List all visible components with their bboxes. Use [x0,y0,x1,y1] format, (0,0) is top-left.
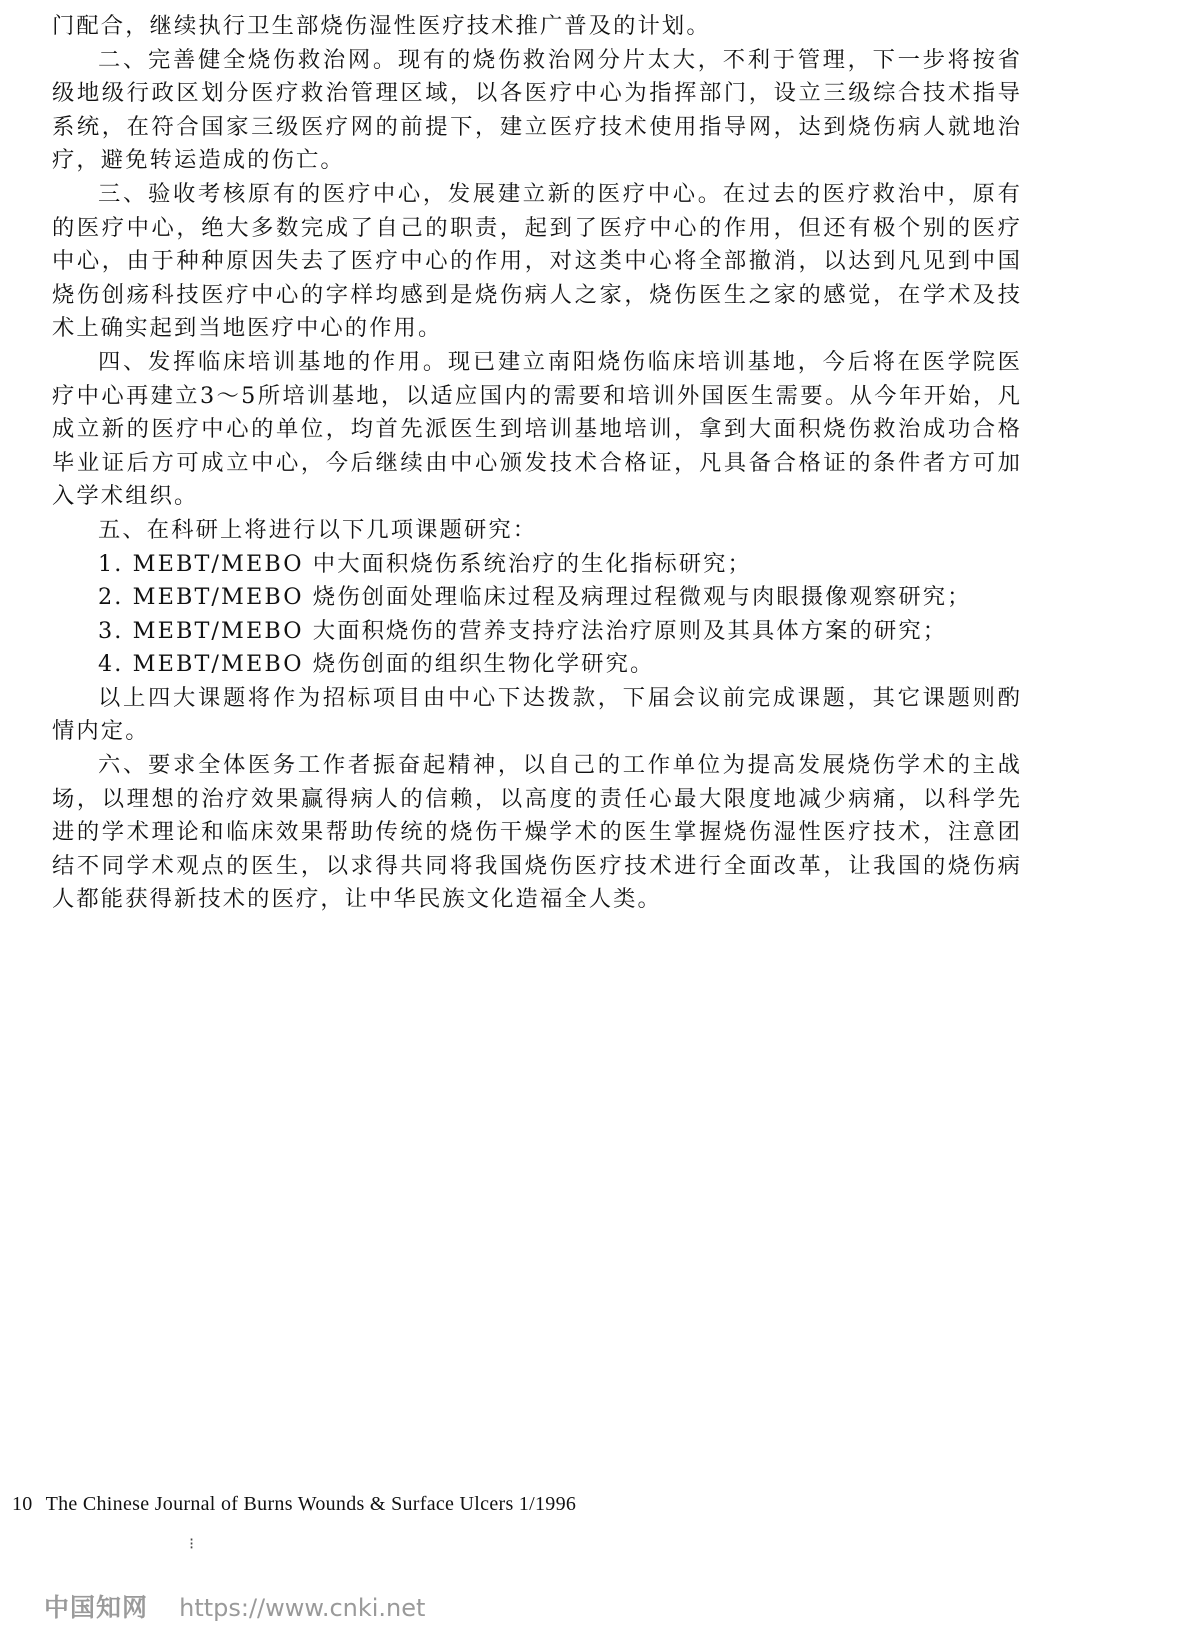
paragraph-continued: 门配合，继续执行卫生部烧伤湿性医疗技术推广普及的计划。 [52,13,711,39]
list-item-research-3: 3. MEBT/MEBO 大面积烧伤的营养支持疗法治疗原则及其具体方案的研究； [98,617,948,644]
paragraph-research-summary: 以上四大课题将作为招标项目由中心下达拨款，下届会议前完成课题，其它课题则酌情内定。 [52,684,1022,745]
paragraph-section-2: 二、完善健全烧伤救治网。现有的烧伤救治网分片太大，不利于管理，下一步将按省级地级行政区划分医疗救治管理区域，以各医疗中心为指挥部门，设立三级综合技术指导系统，在符合国家三级医疗网的前提下，建立医疗技术使用指导网，达到烧伤病人就地治疗，避免转运造成的伤亡。 [52,46,1022,174]
cnki-watermark [44,1588,425,1624]
paragraph-section-5-heading: 五、在科研上将进行以下几项课题研究： [98,516,538,543]
paragraph-section-3: 三、验收考核原有的医疗中心，发展建立新的医疗中心。在过去的医疗救治中，原有的医疗中心，绝大多数完成了自己的职责，起到了医疗中心的作用，但还有极个别的医疗中心，由于种种原因失去了医疗中心的作用，对这类中心将全部撤消，以达到凡见到中国烧伤创疡科技医疗中心的字样均感到是烧伤病人之家，烧伤医生之家的感觉，在学术及技术上确实起到当地医疗中心的作用。 [52,180,1022,342]
paragraph-section-6: 六、要求全体医务工作者振奋起精神，以自己的工作单位为提高发展烧伤学术的主战场，以理想的治疗效果赢得病人的信赖，以高度的责任心最大限度地减少病痛，以科学先进的学术理论和临床效果帮助传统的烧伤干燥学术的医生掌握烧伤湿性医疗技术，注意团结不同学术观点的医生，以求得共同将我国烧伤医疗技术进行全面改革，让我国的烧伤病人都能获得新技术的医疗，让中华民族文化造福全人类。 [52,752,1022,913]
page-footer [12,1493,576,1516]
list-item-research-4: 4. MEBT/MEBO 烧伤创面的组织生物化学研究。 [98,651,655,678]
journal-citation: The Chinese Journal of Burns Wounds & Surface Ulcers 1/1996 [45,1493,577,1515]
cnki-url: https://www.cnki.net [179,1594,426,1622]
list-item-research-1: 1. MEBT/MEBO 中大面积烧伤系统治疗的生化指标研究； [98,550,752,577]
list-item-research-2: 2. MEBT/MEBO 烧伤创面处理临床过程及病理过程微观与肉眼摄像观察研究； [98,584,972,611]
cnki-logo-text: 中国知网 [44,1593,149,1622]
paragraph-section-4: 四、发挥临床培训基地的作用。现已建立南阳烧伤临床培训基地，今后将在医学院医疗中心再建立3～5所培训基地，以适应国内的需要和培训外国医生需要。从今年开始，凡成立新的医疗中心的单位，均首先派医生到培训基地培训，拿到大面积烧伤救治成功合格毕业证后方可成立中心，今后继续由中心颁发技术合格证，凡具备合格证的条件者方可加入学术组织。 [52,348,1022,510]
scan-artifact-mark: ⁝ [189,1534,195,1553]
article-body [52,10,1022,917]
page-number: 10 [12,1493,33,1515]
